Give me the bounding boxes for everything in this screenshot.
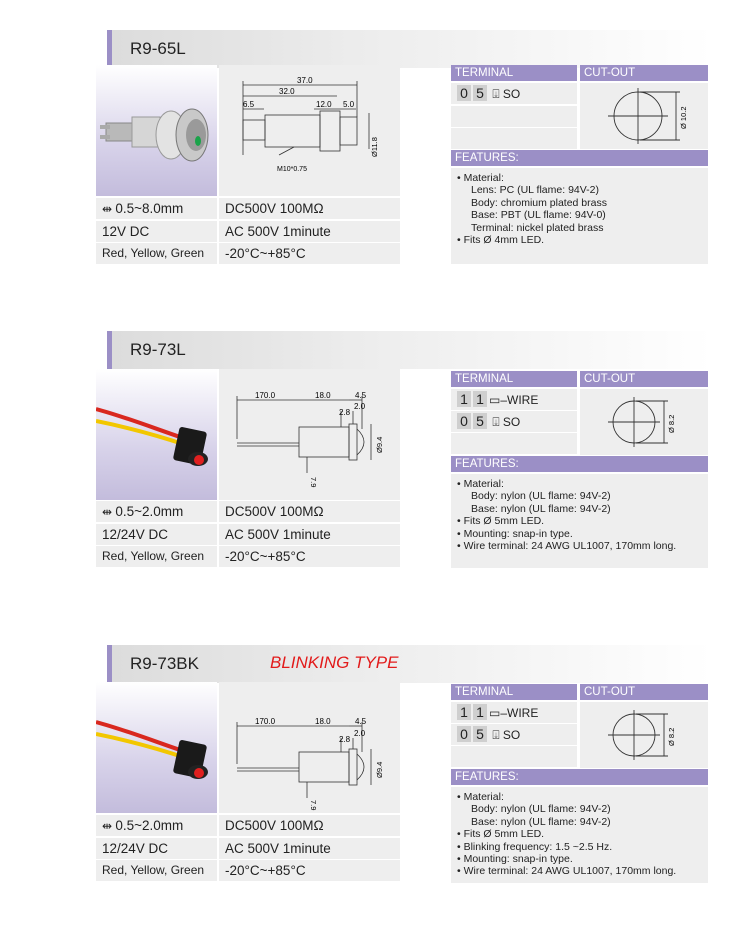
dim-dia: Ø9.4 [375, 761, 384, 778]
model-name: R9-65L [130, 39, 186, 58]
solder-terminal-icon: ⍗ [489, 728, 503, 742]
spec-voltage: 12/24V DC [96, 838, 217, 859]
features-header: FEATURES: [451, 150, 708, 166]
terminal-label: SO [502, 728, 521, 742]
wire-terminal-icon: ▭– [489, 393, 508, 407]
terminal-empty-row [451, 433, 577, 454]
feature-line: Lens: PC (UL flame: 94V-2) [471, 184, 599, 197]
cutout-drawing [580, 83, 708, 149]
terminal-digit: 0 [457, 726, 471, 742]
terminal-empty-row [451, 128, 577, 149]
terminal-header: TERMINAL [451, 371, 577, 387]
feature-line: • Fits Ø 4mm LED. [457, 234, 545, 247]
feature-line: Body: nylon (UL flame: 94V-2) [471, 803, 611, 816]
cutout-drawing [580, 389, 708, 455]
feature-line: • Wire terminal: 24 AWG UL1007, 170mm long. [457, 865, 677, 878]
dim-thread: M10*0.75 [277, 166, 307, 173]
terminal-digit: 5 [473, 413, 487, 429]
terminal-option [451, 83, 577, 104]
terminal-empty-row [451, 106, 577, 127]
dimension-svg [219, 65, 400, 196]
product-title-bar [107, 30, 712, 68]
dimension-drawing [219, 65, 400, 196]
dimension-drawing [219, 682, 400, 813]
terminal-digit: 5 [473, 726, 487, 742]
terminal-label: WIRE [507, 706, 539, 720]
dimension-svg [219, 369, 400, 500]
dim-d3: 5.0 [343, 100, 355, 109]
cutout-dia: Ø 8.2 [667, 727, 676, 746]
spec-insulation: DC500V 100MΩ [219, 501, 400, 522]
feature-line: Body: chromium plated brass [471, 196, 607, 209]
spec-colors: Red, Yellow, Green [96, 243, 217, 264]
terminal-header: TERMINAL [451, 65, 577, 81]
dim-height: 7.9 [309, 800, 318, 811]
cutout-header: CUT-OUT [580, 684, 708, 700]
terminal-digit: 0 [457, 85, 471, 101]
product-title-bar [107, 645, 712, 683]
terminal-option [451, 411, 577, 432]
spec-dielectric: AC 500V 1minute [219, 838, 400, 859]
dim-dia: Ø9.4 [375, 436, 384, 453]
terminal-label: SO [502, 87, 521, 101]
cutout-dia: Ø 8.2 [667, 414, 676, 433]
spec-current [96, 815, 217, 836]
terminal-digit: 0 [457, 413, 471, 429]
features-list [451, 474, 708, 568]
features-list [451, 168, 708, 264]
feature-line: • Wire terminal: 24 AWG UL1007, 170mm long. [457, 540, 677, 553]
led-indicator-image [96, 369, 217, 500]
terminal-label: WIRE [507, 393, 539, 407]
cutout-svg [580, 83, 708, 149]
solder-terminal-icon: ⍗ [489, 87, 503, 101]
dim-d2: 2.8 [339, 408, 351, 417]
model-name: R9-73BK [130, 654, 199, 673]
dim-overall: 37.0 [297, 76, 313, 85]
led-indicator-image [96, 682, 217, 813]
spec-colors: Red, Yellow, Green [96, 860, 217, 881]
wire-terminal-icon: ▭– [489, 706, 508, 720]
dim-body: 32.0 [279, 87, 295, 96]
spec-insulation: DC500V 100MΩ [219, 198, 400, 219]
dim-d1: 6.5 [243, 100, 255, 109]
spec-insulation: DC500V 100MΩ [219, 815, 400, 836]
current-range: 0.5~2.0mm [115, 504, 184, 519]
cutout-dia: Ø 10.2 [679, 106, 688, 129]
cutout-svg [580, 389, 708, 455]
feature-line: Terminal: nickel plated brass [471, 221, 604, 234]
feature-line: • Fits Ø 5mm LED. [457, 828, 545, 841]
terminal-option [451, 724, 577, 745]
terminal-empty-row [451, 746, 577, 767]
led-indicator-image [96, 65, 217, 196]
spec-temp: -20°C~+85°C [219, 860, 400, 881]
terminal-header: TERMINAL [451, 684, 577, 700]
current-range: 0.5~2.0mm [115, 818, 184, 833]
product-photo [96, 682, 217, 813]
product-photo [96, 369, 217, 500]
feature-line: Base: nylon (UL flame: 94V-2) [471, 502, 611, 515]
current-range: 0.5~8.0mm [115, 201, 184, 216]
dim-d2: 2.8 [339, 735, 351, 744]
terminal-label: SO [502, 415, 521, 429]
feature-line: • Material: [457, 172, 504, 184]
feature-line: Base: nylon (UL flame: 94V-2) [471, 815, 611, 828]
terminal-digit: 1 [457, 391, 471, 407]
terminal-option [451, 702, 577, 723]
product-title-bar [107, 331, 712, 369]
terminal-option [451, 389, 577, 410]
dim-d2: 12.0 [316, 100, 332, 109]
feature-line: • Mounting: snap-in type. [457, 853, 573, 866]
dim-d3: 2.0 [354, 729, 366, 738]
spec-current [96, 501, 217, 522]
feature-line: Base: PBT (UL flame: 94V-0) [471, 209, 606, 222]
feature-line: • Blinking frequency: 1.5 ~2.5 Hz. [457, 840, 613, 853]
dim-body: 18.0 [315, 391, 331, 400]
range-icon: ⇹ [102, 202, 116, 216]
dim-wire: 170.0 [255, 391, 276, 400]
feature-line: • Mounting: snap-in type. [457, 527, 573, 540]
feature-line: • Material: [457, 478, 504, 490]
spec-temp: -20°C~+85°C [219, 546, 400, 567]
features-header: FEATURES: [451, 456, 708, 472]
dim-dia: Ø11.8 [370, 137, 379, 157]
blinking-type-label: BLINKING TYPE [270, 653, 399, 672]
cutout-drawing [580, 702, 708, 768]
cutout-svg [580, 702, 708, 768]
dim-d3: 2.0 [354, 402, 366, 411]
features-header: FEATURES: [451, 769, 708, 785]
product-photo [96, 65, 217, 196]
solder-terminal-icon: ⍗ [489, 415, 503, 429]
spec-voltage: 12/24V DC [96, 524, 217, 545]
dim-d1: 4.5 [355, 391, 367, 400]
cutout-header: CUT-OUT [580, 371, 708, 387]
spec-dielectric: AC 500V 1minute [219, 221, 400, 242]
model-name: R9-73L [130, 340, 186, 359]
terminal-digit: 1 [473, 704, 487, 720]
dimension-svg [219, 682, 400, 813]
feature-line: • Fits Ø 5mm LED. [457, 515, 545, 528]
range-icon: ⇹ [102, 505, 116, 519]
terminal-digit: 5 [473, 85, 487, 101]
spec-colors: Red, Yellow, Green [96, 546, 217, 567]
features-list [451, 787, 708, 883]
spec-voltage: 12V DC [96, 221, 217, 242]
cutout-header: CUT-OUT [580, 65, 708, 81]
terminal-digit: 1 [473, 391, 487, 407]
range-icon: ⇹ [102, 819, 116, 833]
spec-temp: -20°C~+85°C [219, 243, 400, 264]
spec-dielectric: AC 500V 1minute [219, 524, 400, 545]
terminal-digit: 1 [457, 704, 471, 720]
feature-line: Body: nylon (UL flame: 94V-2) [471, 490, 611, 503]
feature-line: • Material: [457, 791, 504, 803]
dim-height: 7.9 [309, 477, 318, 488]
dim-wire: 170.0 [255, 717, 276, 726]
spec-current [96, 198, 217, 219]
dim-body: 18.0 [315, 717, 331, 726]
dim-d1: 4.5 [355, 717, 367, 726]
dimension-drawing [219, 369, 400, 500]
